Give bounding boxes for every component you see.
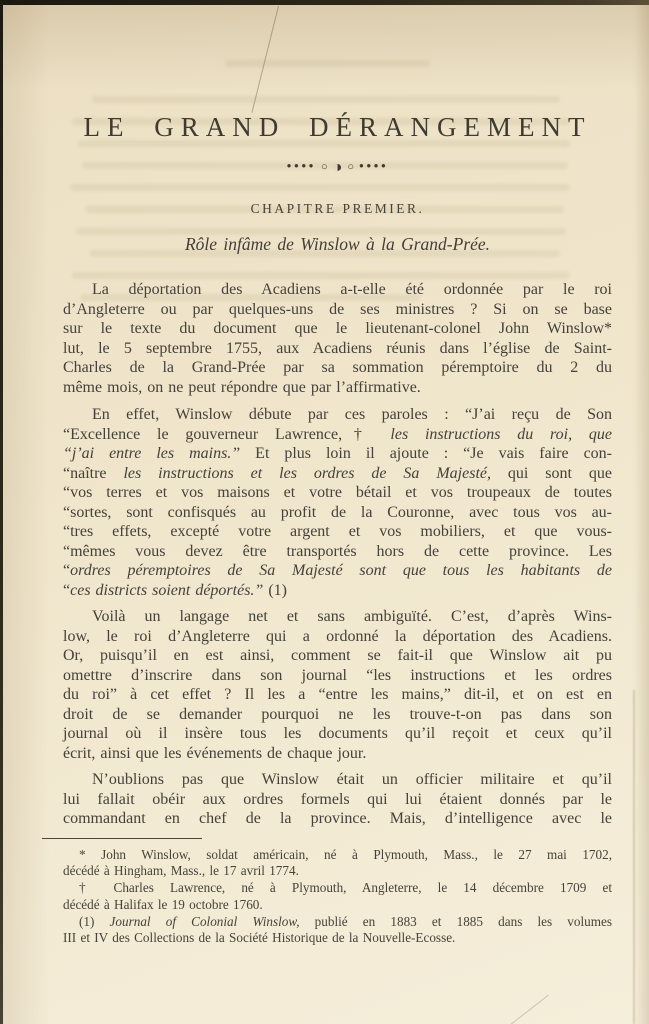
text-line: * John Winslow, soldat américain, né à Plymouth, Mass., le 27 mai 1702,	[79, 846, 612, 862]
text-line: du roi” à cet effet ? Il les a “entre les mains,” dit-il, et on est en	[63, 686, 612, 703]
text-line: même mois, on ne peut répondre que par l’affirmative.	[63, 378, 421, 396]
text-line: omettre d’inscrire dans son journal “les instructions et les ordres	[63, 666, 612, 684]
text-line: “j’ai entre les mains.” Et plus loin il ajoute : “Je vais faire con-	[63, 445, 613, 462]
footnote-asterisk-winslow	[63, 847, 612, 881]
page-title: LE GRAND DÉRANGEMENT	[83, 112, 592, 142]
text-line: décédé à Halifax le 19 octobre 1760.	[63, 896, 263, 912]
page-right-shading	[635, 0, 649, 1024]
footnote-rule	[42, 838, 202, 839]
text-line: La déportation des Acadiens a-t-elle été ordonnée par le roi	[92, 281, 612, 298]
text-line: droit de se demander pourquoi ne les trouve-t-on pas dans son	[63, 705, 612, 723]
text-line: (1) Journal of Colonial Winslow, publié en 1883 et 1885 dans les volumes	[79, 913, 612, 929]
ornament-dots-right: ●●●●	[358, 161, 389, 170]
page-content	[63, 0, 612, 947]
text-line: low, le roi d’Angleterre qui a ordonné la déportation des Acadiens.	[63, 627, 612, 645]
text-line: écrit, ainsi que les événements de chaque jour.	[63, 744, 367, 762]
text-line: “vos terres et vos maisons et votre bétail et vos troupeaux de toutes	[63, 484, 612, 501]
text-line: Charles de la Grand-Prée par sa sommation péremptoire du 2 du	[63, 359, 612, 376]
text-line: “Excellence le gouverneur Lawrence,† les instructions du roi, que	[63, 425, 612, 443]
text-line: lui fallait obéir aux ordres formels qui lui étaient donnés par le	[63, 790, 612, 808]
paragraph-4	[63, 770, 612, 829]
text-line: “mêmes vous devez être transportés hors de cette province. Les	[63, 542, 612, 560]
text-line: N’oublions pas que Winslow était un officier militaire et qu’il	[92, 771, 612, 788]
page-left-edge	[0, 0, 3, 1024]
paragraph-2-quotation	[63, 405, 612, 600]
text-line: décédé à Hingham, Mass., le 17 avril 1774.	[63, 863, 299, 879]
page-crease	[633, 690, 635, 1024]
text-line: journal où il insère tous les documents qu’il reçoit et ceux qu’il	[63, 725, 612, 742]
ornament-ring-left: ○	[321, 161, 328, 173]
text-line: “ces districts soient déportés.” (1)	[63, 581, 287, 599]
text-line: lut, le 5 septembre 1755, aux Acadiens réunis dans l’église de Saint-	[63, 339, 612, 357]
text-line: “sortes, sont confisqués au profit de la Couronne, avec tous vos au-	[63, 503, 612, 521]
paragraph-3	[63, 607, 612, 763]
ornament-ring-right: ○	[347, 161, 354, 173]
chapter-heading: CHAPITRE PREMIER.	[250, 201, 425, 216]
footnote-dagger-lawrence	[63, 880, 612, 914]
text-line: “naître les instructions et les ordres de Sa Majesté, qui sont que	[63, 464, 613, 482]
text-line: En effet, Winslow débute par ces paroles : “J’ai reçu de Son	[92, 406, 612, 423]
scratch-mark	[505, 995, 549, 1024]
paragraph-1	[63, 280, 612, 397]
text-line: † Charles Lawrence, né à Plymouth, Angleterre, le 14 décembre 1709 et	[79, 880, 612, 896]
text-line: III et IV des Collections de la Société Historique de la Nouvelle-Ecosse.	[63, 930, 456, 946]
text-line: d’Angleterre ou par quelques-uns de ses ministres ? Si on se base	[63, 300, 612, 318]
text-line: “tres effets, excepté votre argent et vos mobiliers, et que vous-	[63, 523, 612, 540]
text-line: “ordres péremptoires de Sa Majesté sont que tous les habitants de	[63, 562, 612, 579]
chapter-subtitle: Rôle infâme de Winslow à la Grand-Prée.	[184, 234, 491, 254]
ornament-half-circle-icon: ◑	[332, 159, 343, 176]
section-ornament	[63, 160, 612, 174]
text-line: commandant en chef de la province. Mais, d’intelligence avec le	[63, 810, 612, 827]
ornament-dots-left: ●●●●	[286, 161, 316, 170]
text-line: Voilà un langage net et sans ambiguïté. C’est, d’après Wins-	[92, 608, 612, 625]
footnote-1-journal	[63, 914, 612, 948]
text-line: Or, puisqu’il en est ainsi, comment se fait-il que Winslow ait pu	[63, 647, 612, 664]
text-line: sur le texte du document que le lieutenant-colonel John Winslow*	[63, 320, 612, 337]
